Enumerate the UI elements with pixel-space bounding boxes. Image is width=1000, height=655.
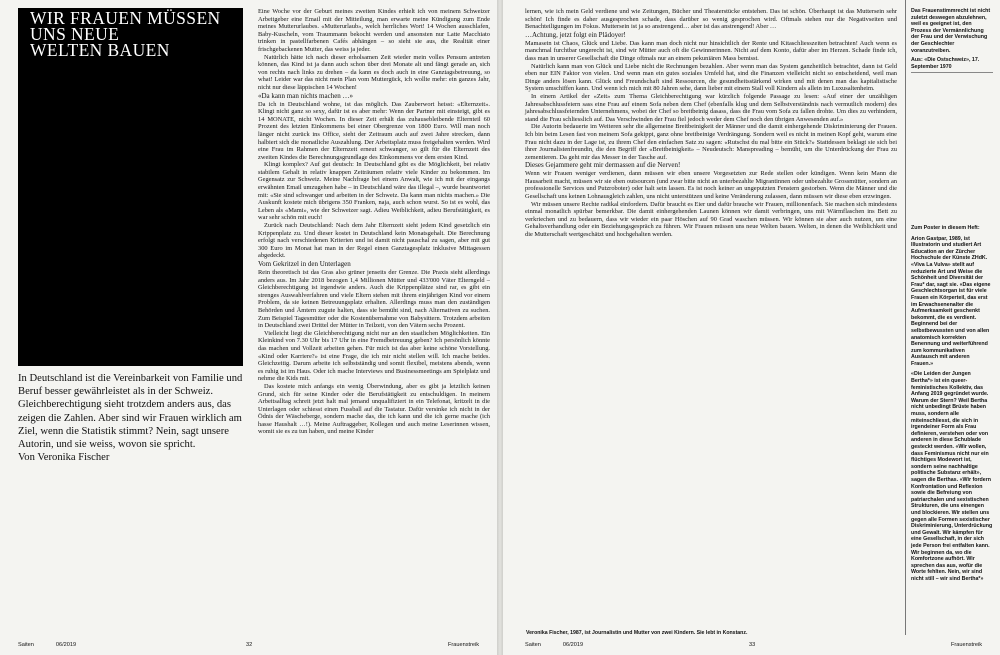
paragraph: Eine Woche vor der Geburt meines zweiten Kindes erhielt ich von meinem Schweizer Arbeitgeber eine Email mit der Mitteilung, man erwarte meine Kündigung zum Ende meines Mutterurlaubes. «Mutterurlaub», welch herrliches Wort! 14 Wochen ausschlafen, Baby-Kuscheln, vom Traummann bekocht werden und ansonsten nur Latte Macchiato trinken in pastellfarbenen Cafés abhängen – so sieht sie aus, die Realität einer frischgebackenen Mutter, das weiss ja jeder. — [258, 8, 490, 53]
article-column-upper — [258, 8, 490, 436]
paragraph: Die Autorin bedauerte im Weiteren sehr die allgemeine Breitbeinigkeit der Männer und die damit einhergehende Diskriminierung der Frauen. Ich bin beim Lesen fast von meinem Sofa gekippt, ganz ohne breitbeinige Verdrängung. Sondern weil es nicht in meinen Kopf geht, warum eine Frau nicht dazu in der Lage ist, zu ihrem Chef den einfachen Satz zu sagen: «Rutschst du mal bitte ein Stück?» Stattdessen beklagt sie sich bei ihrer Journalistenfreundin, die den Begriff der «Breitbeinigkeit» – Neudeutsch: Manspreading – bemüht, um die Unterdrückung der Frau zu zementieren. Da geht mir das Messer in der Tasche auf. — [525, 123, 897, 161]
paragraph: Natürlich hätte ich nach dieser erholsamen Zeit wieder mein volles Pensum antreten können, das Kind ist ja dann auch schon über drei Monate alt und fängt gerade an, sich von rechts nach links zu drehen – da kann es doch auch in eine Ganztagsbetreuung, so what! Leider war das nicht mein Plan vom Muttergück, ich wollte mehr: ein ganzes Jahr, nicht nur diese läppischen 14 Wochen! — [258, 53, 490, 91]
title-line: WELTEN BAUEN — [30, 40, 170, 60]
sidebar-source: Aus: «Die Ostschweiz», 17. September 1970 — [911, 57, 980, 70]
paragraph: Wir müssen unsere Rechte radikal einfordern. Dafür braucht es Eier und dafür brauche wir Frauen, millionenfach. Sie machen sich mindestens einmal monatlich spürbar bemerkbar. Die damit einhergehenden Launen können wir damit verbringen, uns mit Wärmflaschen ins Bett zu verkriechen und zu bedauern, dass wir wieder ein paar Höschen auf 90 Grad waschen müssen. Wir können sie aber auch nutzen, um eine Gehaltsverhandlung oder ein Beziehungsgespräch zu führen. Wir Frauen müssen uns neue Welten bauen. Welten, in denen die Weiblichkeit und die Mutterschaft wertgeschätzt und hochgehalten werden. — [525, 200, 897, 239]
paragraph: Zurück nach Deutschland: Nach dem Jahr Elternzeit sieht jedem Kind gesetzlich ein Krippenplatz zu. Und dieser kostet in Deutschland kein Monatsgehalt. Die Berechnung erfolgt nach verschiedenen Kriterien und ist damit nicht pauschal zu sagen, aber mit gut 300 Euro im Monat hat man in der Regel einen Ganztagesplatz inklusive Mittagessen abgedeckt. — [258, 222, 490, 260]
pull-quote: …Achtung, jetzt folgt ein Plädoyer! — [525, 30, 626, 39]
sidebar-divider — [905, 0, 906, 635]
paragraph: Natürlich kann man von Glück und Liebe nicht die Rechnungen bezahlen. Aber wenn man das System ganzheitlich betrachtet, dann ist Geld eben nur EIN Faktor von vielen. Und wenn man ein gutes soziales Umfeld hat, sind die Finanzen vielleicht nicht so entscheidend, weil man Dinge anders lösen kann. Glück und Freundschaft sind Ressourcen, die gesundheitsstärkend wirken und mit denen man das kapitalistische System umschiffen kann. Und wenn ich mich mit 80 Jahren sehe, dann lieber mit einem Stall voll Kindern als allein im Luxusaltenheim. — [525, 62, 897, 93]
issue-number: 06/2019 — [55, 642, 77, 648]
footer-section: Frauenstreik — [448, 642, 480, 648]
lead-paragraph: In Deutschland ist die Vereinbarkeit von Familie und Beruf besser gewährleistet als in der Schweiz. Gleichberechtigung sieht trotzdem anders aus, das zeigen die Zahlen. Aber sind wir Frauen wirklich am Ziel, wenn die Statistik stimmt? Nein, sagt unsere Autorin, und sie weiss, wovon sie spricht. — [18, 373, 243, 451]
sidebar — [911, 8, 993, 582]
paragraph: Das kostete mich anfangs ein wenig Überwindung, aber es gibt ja letztlich keinen Grund, sich für seine Kinder oder die Berufstätigkeit zu entschuldigen. In meinem Arbeitsalltag schreit jetzt halt mal jemand unqualifiziert in ein Telefonat, kritzelt in die Unterlagen oder schiesst einen Fussball auf die Tastatur. Dafür versinke ich nicht in der Ödnis der Wäscheberge, sondern mache das, die ich kann und die ich gerne mache (ich hasse Haushalt …!). Meine Auftraggeber, Kollegen und auch meine Leserinnen wissen, womit sie es zu tun haben, und meine Kinder — [258, 382, 490, 436]
footer-magazine — [18, 642, 76, 648]
paragraph: Vielleicht liegt die Gleichberechtigung nicht nur an den staatlichen Möglichkeiten. Ein Kleinkind von 7.30 Uhr bis 17 Uhr in eine Fremdbetreuung geben? Ich persönlich könnte das machen und Vollzeit arbeiten gehen. Für mich ist das aber keine schöne Vorstellung. «Kind oder Karriere?» ist eine Frage, die ich mir nicht stellen will. Ich mache beides. Gleichzeitig. Darum arbeite ich selbstständig und somit flexibel, meistens abends, wenn es ruhig ist im Haus. Oder ich mache Interviews und Businessmeetings am Spielplatz und nehme die Kids mit. — [258, 329, 490, 383]
pull-quote: Dieses Gejammere geht mir dermassen auf die Nerven! — [525, 161, 681, 170]
article-column-right — [525, 8, 897, 239]
paragraph: Wenn wir Frauen weniger verdienen, dann müssen wir eben unsere Vorgesetzten zur Rede stellen oder kündigen. Wenn kein Mann die Hausarbeit macht, müssen wir sie eben outsourcen (und zwar bitte nicht an unterbezahlte Migrantinnen oder unbezahlte Grossmütter, sondern an professionelle Services und Putzroboter) oder halt sein lassen. Es ist noch keiner an ungeputzten Fenstern gestorben. Wenn die Männer und die Gesellschaft uns keinen Lohnausgleich zahlen, uns nicht unterstützen und keine Veränderung zulassen, dann müssen wir diese eben erzwingen. — [525, 170, 897, 201]
author-note: Veronika Fischer, 1987, ist Journalistin und Mutter von zwei Kindern. Sie lebt in Konstanz. — [526, 630, 748, 636]
article-title — [30, 10, 240, 58]
subheading: Vom Gekritzel in den Unterlagen — [258, 260, 351, 268]
footer-section: Frauenstreik — [951, 642, 983, 648]
pull-quote: «Da kann man nichts machen …» — [258, 91, 354, 100]
page-number: 32 — [246, 642, 253, 648]
magazine-name: Saiten — [18, 642, 34, 648]
right-page — [503, 0, 1000, 655]
left-page — [0, 0, 497, 655]
paragraph: Mamasein ist Chaos, Glück und Liebe. Das kann man doch nicht nur hinsichtlich der Rente und Kitaschliesszeiten betrachten! Auch wenn es manchmal furchtbar ungerecht ist, sind wir Mütter auch oft die Gewinnerinnen. Nicht auf dem Konto, dafür aber im Herzen. Schade finde ich, dass man in unserer Gesellschaft die Dinge oftmals nur an einem pekuniären Mass bemisst. — [525, 39, 897, 62]
poster-text: Arion Gastpar, 1989, ist Illustratorin und studiert Art Education an der Zürcher Hochschule der Künste ZHdK. «Viva La Vulva» stellt auf reduzierte Art und Weise die Schönheit und Diversität der Frau* dar, sagt sie. «Das eigene Geschlechtsorgan ist für viele Frauen ein Körperteil, das erst im Erwachsenenalter die Aufmerksamkeit geschenkt bekommt, die es verdient. Beginnend bei der selbstbewussten und von allen anatomisch korrekten Benennung und weiterführend zum kommunikativen Austausch mit anderen Frauen.» — [911, 235, 991, 367]
title-line: WIR FRAUEN MÜSSEN — [30, 8, 221, 28]
byline: Von Veronika Fischer — [18, 452, 110, 463]
paragraph: Da ich in Deutschland wohne, ist das möglich. Das Zauberwort heisst: «Elternzeit». Klingt nicht ganz so sexy, dafür ist es aber mehr: Wenn der Partner mit einsteigt, gibt es 14 MONATE, nicht Wochen. In dieser Zeit erhält das zuhausebleibende Elternteil 60 Prozent des letzten Einkommens bei einer Obergrenze von 1800 Euro. Will man noch länger nicht zurück ins Office, sieht der Zeitraum auch auf zwei Jahre strecken, dann halbiert sich die monatliche Auszahlung. Der Arbeitsplatz muss freigehalten werden. Wird eine Frau im Rahmen der Elternzeit erneut schwanger, so gilt für die Elternzeit des zweiten Kindes die Berechnungsgrundlage des Einkommens vor dem ersten Kind. — [258, 100, 490, 161]
paragraph: lernen, wie ich mein Geld verdiene und wie Zeitungen, Bücher und Theaterstücke entstehen. Das ist schön. Überhaupt ist das Muttersein sehr schön! Ich finde es daher ausgesprochen schade, dass darüber so wenig gesprochen wird. Oftmals stehen nur die Negativseiten und Benachteiligungen im Fokus. Muttersein ist ja so anstrengend… aber ist das anstrengend! Aber … — [525, 8, 897, 31]
paragraph: Klingt komplex? Auf gut deutsch: In Deutschland gibt es die Möglichkeit, bei relativ stabilem Gehalt in relativ knappen Zeiträumen relativ viele Kinder zu bekommen. Im Gegensatz zur Schweiz. Meine Nachfrage bei einem Anwalt, wie ich mit der eingangs erwähnten Email umzugehen habe – in Deutschland wäre das illegal –, wurde beantwortet mit: «Sie sind schwanger und arbeiten in der Schweiz. Da kann man nichts machen.» Die Auskunft kostete mich übrigens 350 Franken, naja, auch schon wurst. So ist es wohl, das Leben als «Mami», wie der Schweizer sagt. Adieu Weiblichkeit, adieu Berufstätigkeit, es war sehr schön mit euch! — [258, 161, 490, 222]
title-block — [18, 8, 243, 366]
paragraph: In einem Artikel der «Zeit» zum Thema Gleichberechtigung war kürzlich folgende Passage zu lesen: «Auf einer der unzähligen Jahresabschlussfeiern sass eine Frau auf einem Sofa neben dem Chef (ebenfalls klug und dem Selbstverständnis nach vermutlich modern) des jahresabschlussfeiernden Unternehmens, wobei der Chef so breitbeinig dasass, dass die Frau vom Sofa zu fallen drohte. Um dies zu verhindern, stand die Frau schliesslich auf. Das Verschwinden der Frau fiel jedoch weder dem Chef noch den übrigen Anwesenden auf.» — [525, 92, 897, 123]
title-line: UNS NEUE — [30, 24, 120, 44]
page-number: 33 — [749, 642, 756, 648]
paragraph: Rein theoretisch ist das Gras also grüner jenseits der Grenze. Die Praxis sieht allerdings anders aus. Im Jahr 2018 bezogen 1,4 Millionen Mütter und 433'000 Väter Elterngeld – Gleichberechtigung ist irgendwie anders. Auch die Krippenplätze sind rar, es gibt ein strenges Auswahlverfahren und viele Eltern stehen mit ihrem einjährigen Kind vor einem Problem, da sie keinen Betreuungsplatz erhalten. Allerdings muss man den zuständigen Behörden und Ämtern zugute halten, dass sie bemüht sind, nach Alternativen zu suchen. Zum Beispiel Tagesmütter oder die Kostenübernahme von Babysittern. Trotzdem arbeiten in Deutschland zwei Drittel der Mütter in Teilzeit, von den Vätern sechs Prozent. — [258, 269, 490, 330]
issue-number: 06/2019 — [562, 642, 584, 648]
poster-heading: Zum Poster in diesem Heft: — [911, 225, 980, 231]
footer-magazine — [525, 642, 583, 648]
sidebar-quote-text: Das Frauenstimmrecht ist nicht zuletzt deswegen abzulehnen, weil es geeignet ist, den Prozess der Vermännlichung der Frau und der Verwischung der Geschlechter voranzutreiben. — [911, 8, 991, 54]
poster-text: «Die Leiden der Jungen Bertha*» ist ein queer-feministisches Kollektiv, das Anfang 2019 gegründet wurde. Warum der Stern? Weil Bertha nicht unbedingt Brüste haben muss, sondern alle miteinschliesst, die sich in irgendeiner Form als Frau definieren, verstehen oder von anderen in diese Schublade gesteckt werden. «Wir wollen, dass Feminismus nicht nur ein flüchtiges Modewort ist, sondern seine nachhaltige politische Substanz erhält», sagen die Berthas. «Wir fordern Konfrontation und Reflexion sowie die Befreiung von patriarchalen und sexistischen Strukturen, die uns einengen und blockieren. Wir stellen uns gegen alle Formen sexistischer Diskriminierung, Unterdrückung und Gewalt. Wir kämpfen für eine Gesellschaft, in der sich jede Person frei entfalten kann. Wir beginnen da, wo die Komfortzone aufhört. Wir sprechen das aus, wofür die Worte fehlten. Nein, wir sind nicht still – wir sind Bertha*» — [911, 371, 993, 582]
magazine-name: Saiten — [525, 642, 541, 648]
poster-info — [911, 225, 993, 582]
sidebar-quote — [911, 8, 993, 73]
